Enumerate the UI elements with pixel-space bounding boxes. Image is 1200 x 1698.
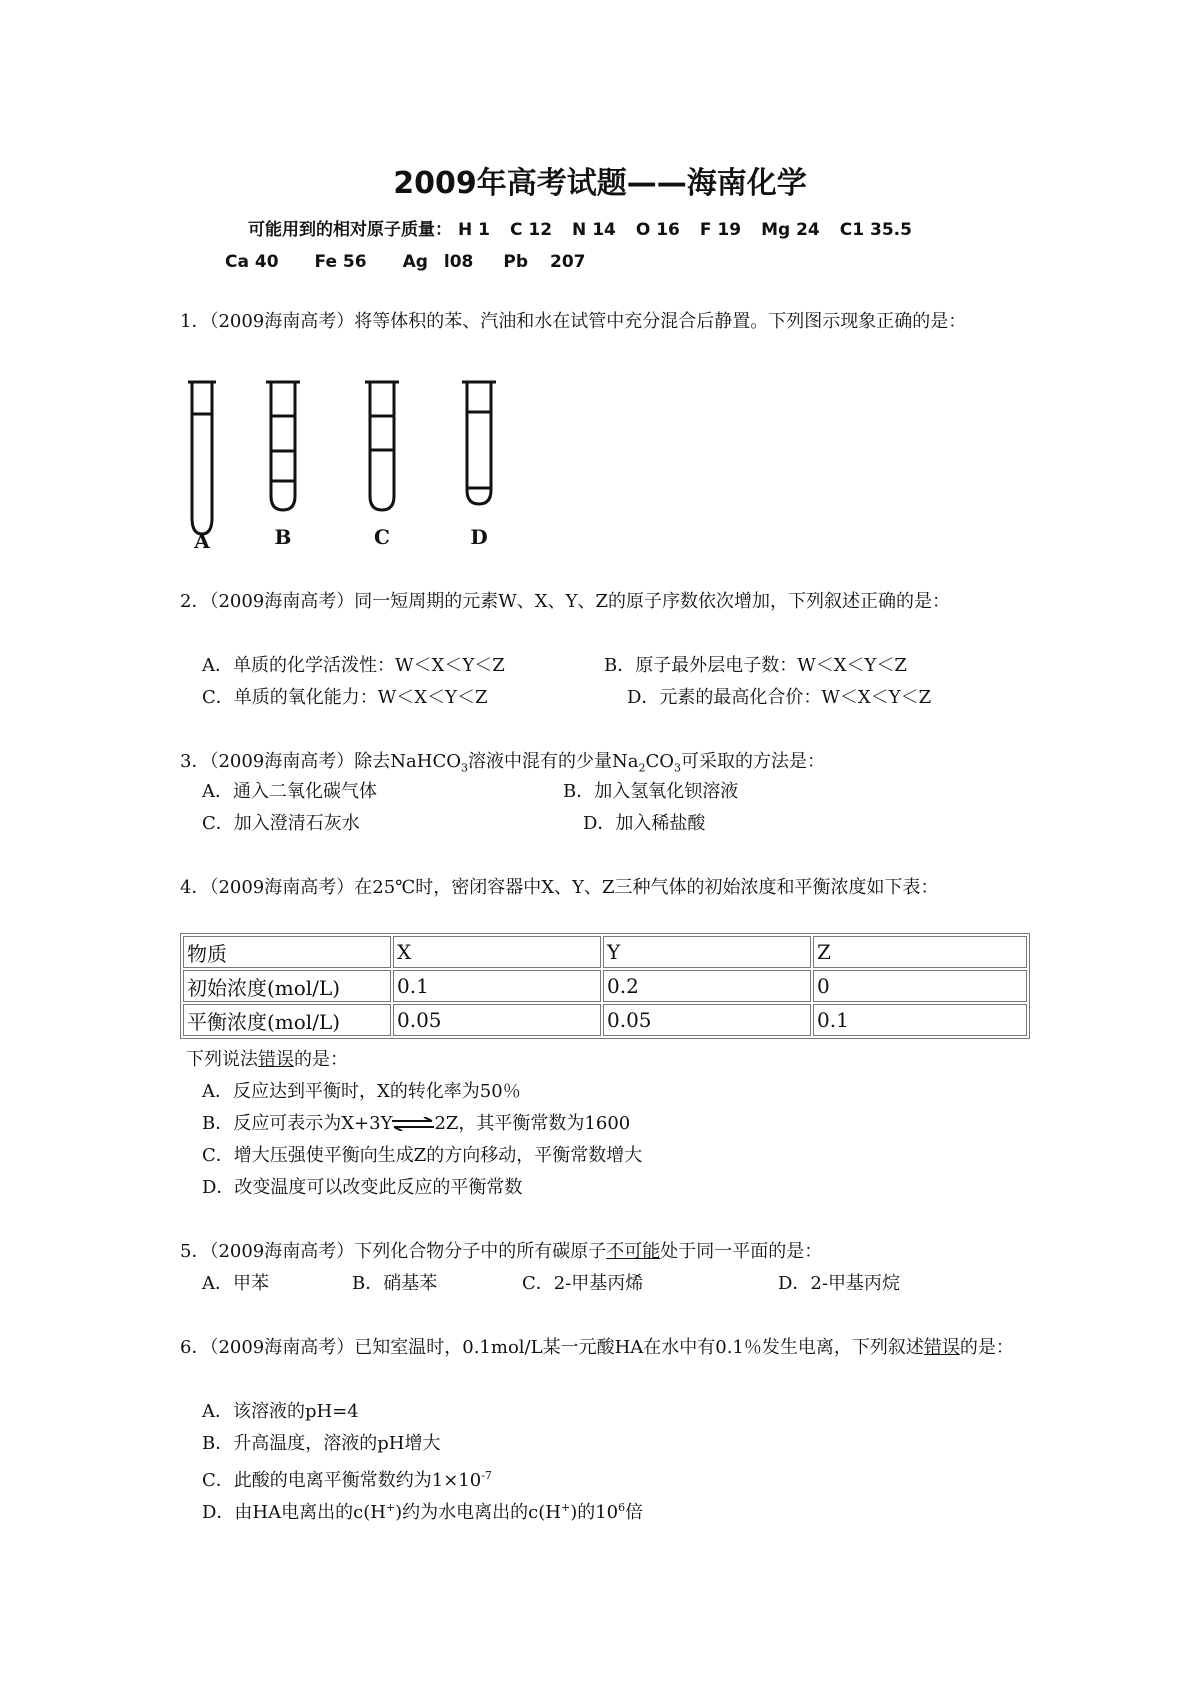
atomic-masses-line-2: [225, 246, 1030, 278]
q6-option-d-part: 倍: [625, 1502, 644, 1523]
q6-option-d-part: )约为水电离出的c(H: [395, 1502, 561, 1523]
table-cell: Z: [813, 936, 1027, 968]
table-cell: 0.05: [393, 1004, 601, 1036]
tube-d: [462, 382, 496, 504]
q3-subscript: 3: [460, 761, 468, 775]
q2-option-a: A．单质的化学活泼性：W＜X＜Y＜Z: [202, 655, 505, 676]
question-4-text: 4．（2009海南高考）在25℃时，密闭容器中X、Y、Z三种气体的初始浓度和平衡浓度如下表：: [180, 877, 939, 898]
table-row: [183, 1004, 1027, 1036]
tube-label-b: B: [274, 525, 292, 549]
tube-label-c: C: [374, 525, 390, 549]
mass-item: C 12: [509, 220, 553, 240]
q5-text-underlined: 不可能: [606, 1241, 661, 1262]
table-cell: 0.1: [813, 1004, 1027, 1036]
atomic-masses: [225, 214, 1030, 278]
q6-text-part: 6．（2009海南高考）已知室温时，0.1mol/L某一元酸HA在水中有0.1％发生电离，下列叙述: [180, 1337, 924, 1358]
q4-stem: [186, 1044, 348, 1076]
table-cell: 物质: [183, 936, 391, 968]
q5-option-c: C．2-甲基丙烯: [522, 1273, 644, 1294]
mass-item: Ca 40: [225, 252, 279, 272]
q3-text-part: 可采取的方法是：: [680, 751, 825, 772]
mass-item: l08: [443, 252, 474, 272]
q3-subscript: 2: [638, 761, 646, 775]
equilibrium-arrow-icon: [392, 1117, 434, 1131]
mass-item: Mg 24: [761, 220, 820, 240]
q6-option-c-superscript: -7: [481, 1469, 492, 1482]
mass-item: H 1: [458, 220, 490, 240]
table-row: [183, 936, 1027, 968]
q5-option-b: B．硝基苯: [352, 1273, 438, 1294]
q4-option-c: C．增大压强使平衡向生成Z的方向移动，平衡常数增大: [202, 1145, 643, 1166]
q3-text-part: 溶液中混有的少量Na: [467, 751, 639, 772]
q6-text-part: 的是：: [959, 1337, 1014, 1358]
mass-item: Ag: [402, 252, 428, 272]
table-cell: 初始浓度(mol/L): [183, 970, 391, 1002]
question-5-text: [180, 1236, 1030, 1268]
mass-item: C1 35.5: [839, 220, 912, 240]
tube-b: [266, 382, 300, 510]
atomic-masses-label: 可能用到的相对原子质量：: [248, 220, 452, 240]
q4-stem-underlined: 错误: [258, 1049, 294, 1070]
q3-option-d: D．加入稀盐酸: [583, 813, 706, 834]
table-cell: 0.2: [603, 970, 811, 1002]
q6-option-d-part: D．由HA电离出的c(H: [202, 1502, 386, 1523]
q3-option-a: A．通入二氧化碳气体: [202, 781, 377, 802]
q2-option-c: C．单质的氧化能力：W＜X＜Y＜Z: [202, 687, 488, 708]
q3-text-part: CO: [645, 751, 674, 772]
table-cell: Y: [603, 936, 811, 968]
q6-option-d-superscript: +: [560, 1501, 571, 1514]
q3-subscript: 3: [673, 761, 681, 775]
q2-option-d: D．元素的最高化合价：W＜X＜Y＜Z: [627, 687, 932, 708]
q6-option-c-part: C．此酸的电离平衡常数约为1×10: [202, 1470, 482, 1491]
question-2-text: 2．（2009海南高考）同一短周期的元素W、X、Y、Z的原子序数依次增加，下列叙述正确的是：: [180, 591, 950, 612]
q6-option-a: A．该溶液的pH=4: [202, 1401, 359, 1422]
q6-option-b: B．升高温度，溶液的pH增大: [202, 1433, 441, 1454]
question-6-text: [180, 1332, 1030, 1364]
mass-item: Fe 56: [314, 252, 367, 272]
question-1-text: 1．（2009海南高考）将等体积的苯、汽油和水在试管中充分混合后静置。下列图示现象正确的是：: [180, 311, 967, 332]
q4-stem-part: 下列说法: [186, 1049, 258, 1070]
tube-a: [188, 382, 216, 534]
tube-label-d: D: [470, 525, 488, 549]
q6-option-d: [202, 1492, 643, 1529]
q6-option-d-superscript: +: [385, 1501, 396, 1514]
q5-option-a: A．甲苯: [202, 1273, 269, 1294]
table-cell: 0: [813, 970, 1027, 1002]
table-cell: 平衡浓度(mol/L): [183, 1004, 391, 1036]
table-cell: 0.1: [393, 970, 601, 1002]
test-tube-figure: [180, 378, 520, 553]
tube-c: [365, 382, 399, 510]
table-cell: X: [393, 936, 601, 968]
q6-option-d-superscript: 6: [618, 1501, 626, 1514]
q4-option-d: D．改变温度可以改变此反应的平衡常数: [202, 1177, 523, 1198]
mass-item: 207: [550, 252, 586, 272]
table-row: [183, 970, 1027, 1002]
q6-option-d-part: )的10: [570, 1502, 619, 1523]
mass-item: Pb: [503, 252, 529, 272]
q2-option-b: B．原子最外层电子数：W＜X＜Y＜Z: [604, 655, 907, 676]
q5-text-part: 处于同一平面的是：: [660, 1241, 823, 1262]
mass-item: O 16: [635, 220, 680, 240]
concentration-table: [180, 933, 1030, 1039]
mass-item: F 19: [699, 220, 742, 240]
q4-option-b: [202, 1108, 630, 1140]
q4-stem-part: 的是：: [294, 1049, 348, 1070]
q6-text-underlined: 错误: [923, 1337, 960, 1358]
q4-option-a: A．反应达到平衡时，X的转化率为50％: [202, 1081, 521, 1102]
atomic-masses-line-1: [248, 214, 1030, 246]
tube-label-a: A: [194, 529, 210, 553]
test-tubes-svg: [180, 378, 520, 553]
q3-option-b: B．加入氢氧化钡溶液: [563, 781, 739, 802]
mass-item: N 14: [572, 220, 616, 240]
table-cell: 0.05: [603, 1004, 811, 1036]
q4-option-b-part: 2Z，其平衡常数为1600: [434, 1113, 631, 1134]
q3-option-c: C．加入澄清石灰水: [202, 813, 360, 834]
q5-option-d: D．2-甲基丙烷: [778, 1273, 900, 1294]
q5-text-part: 5．（2009海南高考）下列化合物分子中的所有碳原子: [180, 1241, 607, 1262]
q3-text-part: 3．（2009海南高考）除去NaHCO: [180, 751, 461, 772]
q4-option-b-part: B．反应可表示为X+3Y: [202, 1113, 393, 1134]
page-title: 2009年高考试题——海南化学: [393, 166, 807, 201]
